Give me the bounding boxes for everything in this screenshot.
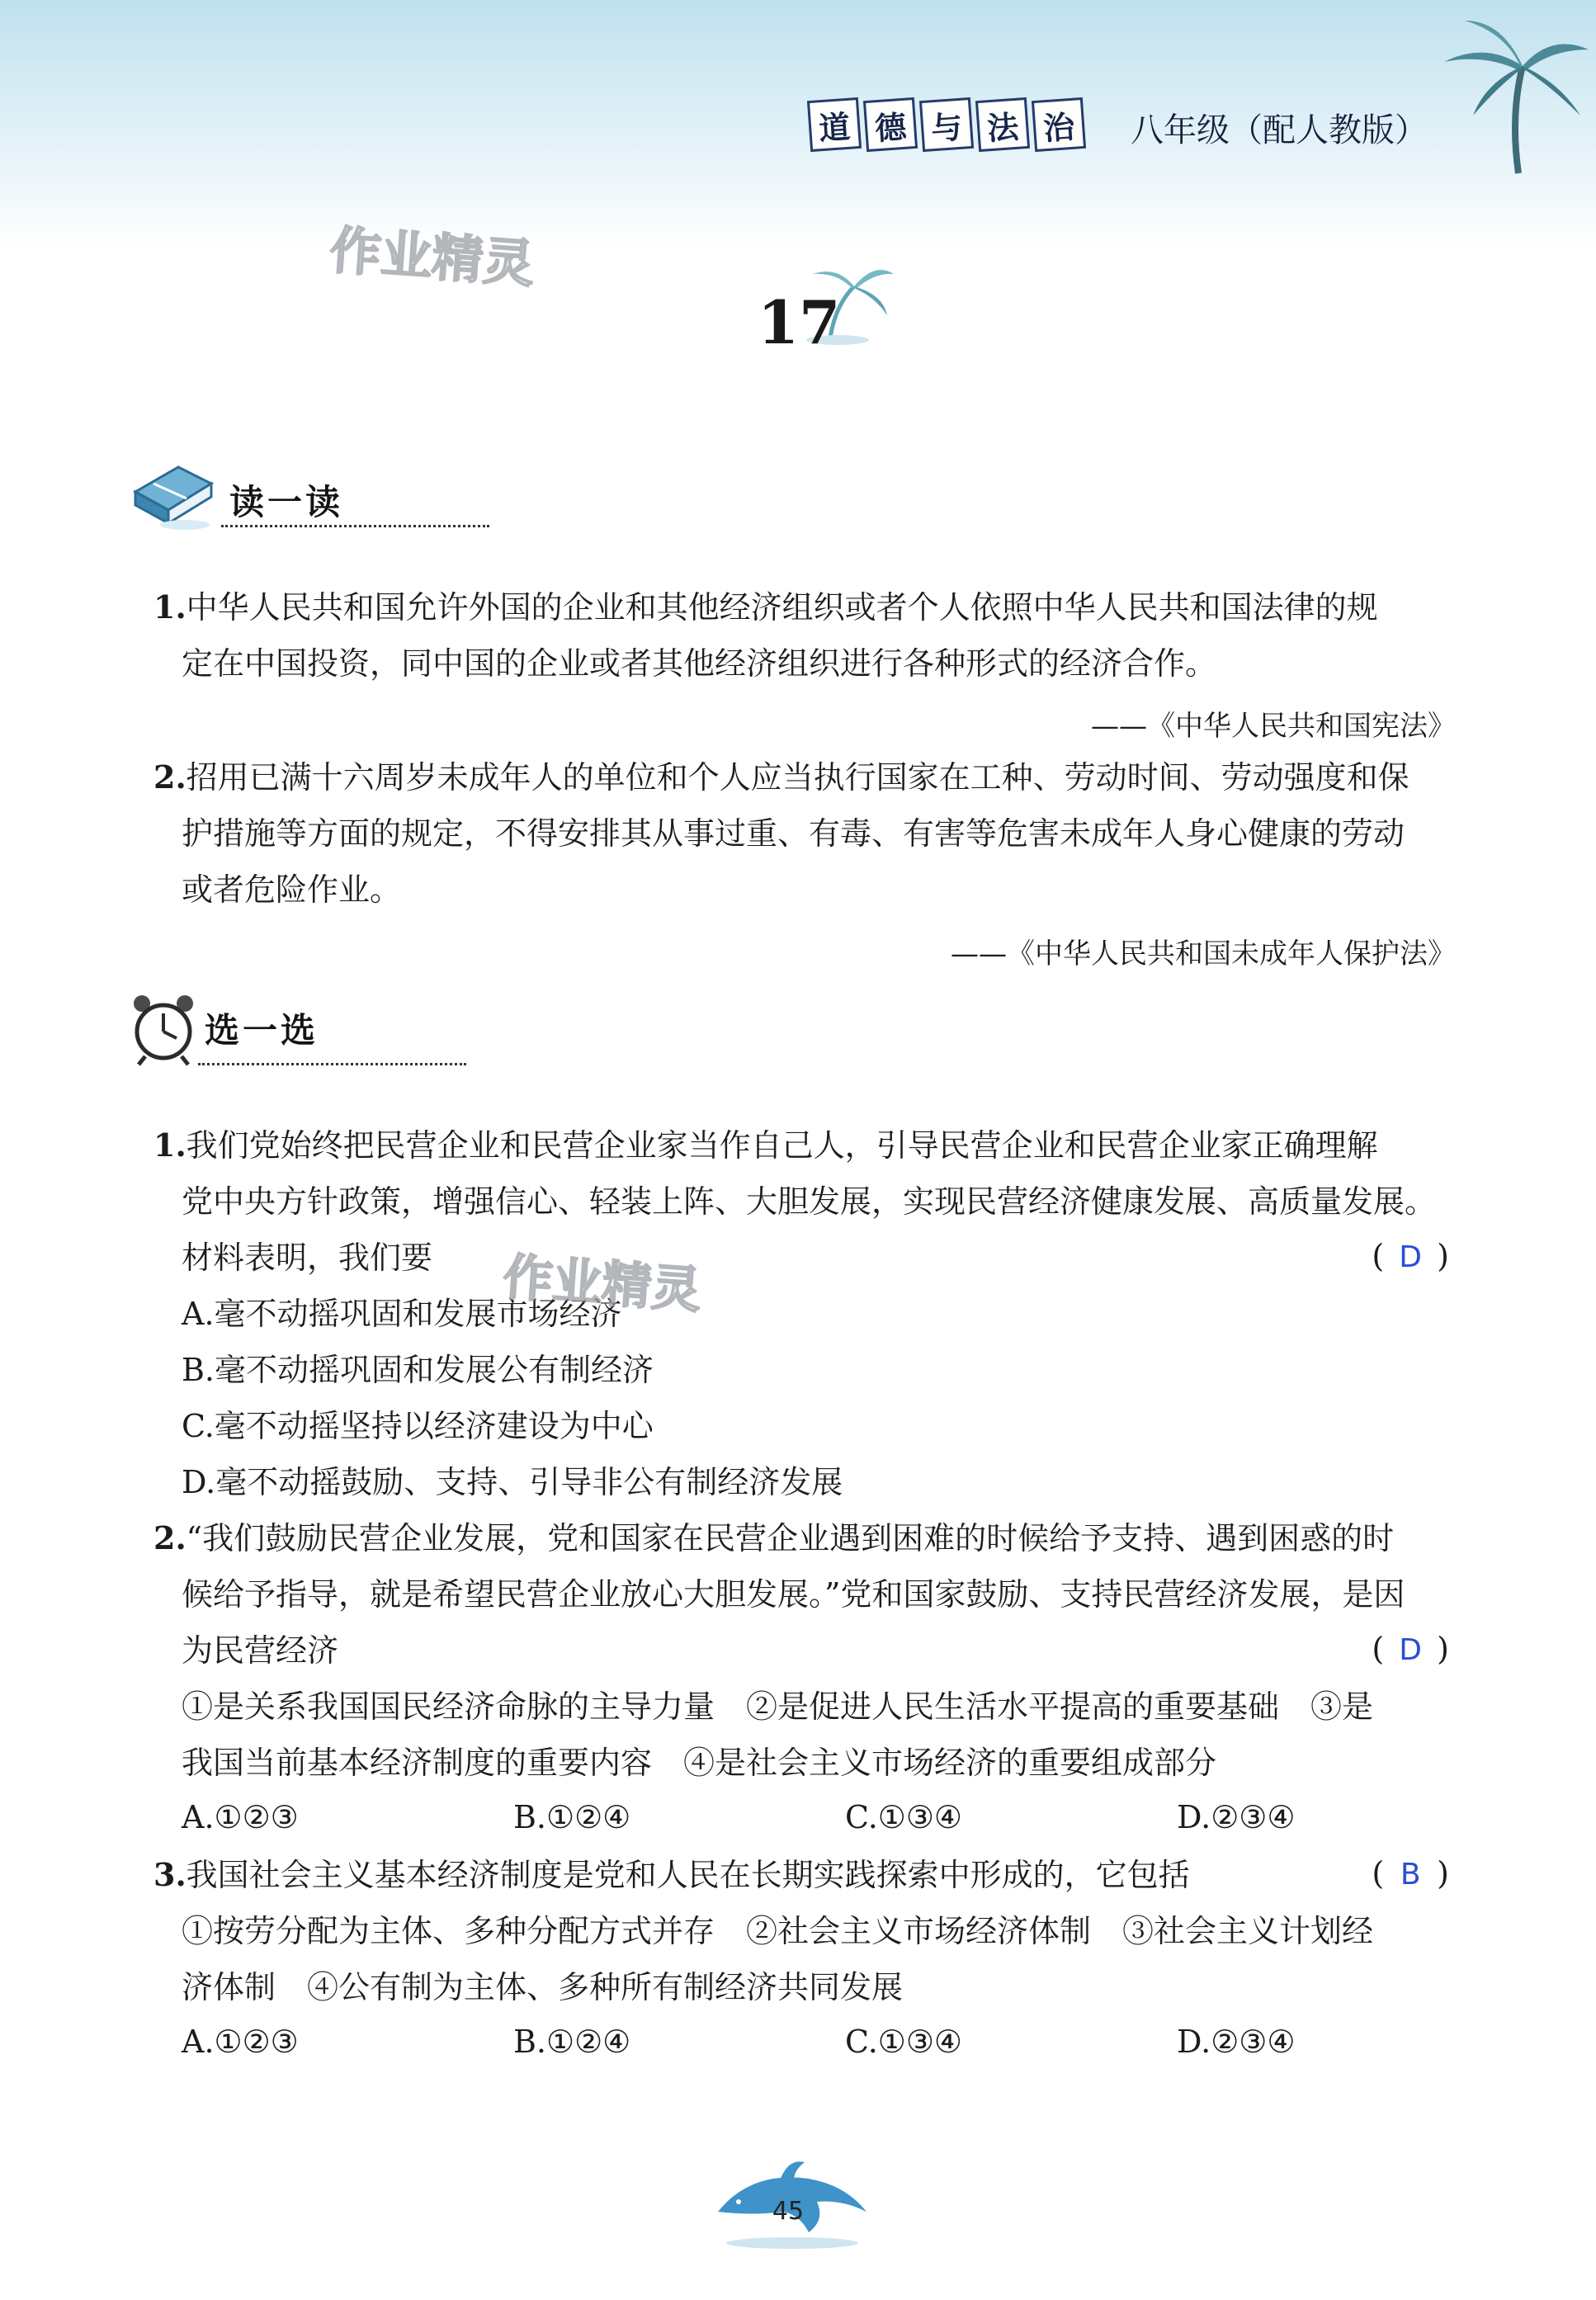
subject-title — [809, 99, 1084, 150]
subject-char: 道 — [807, 97, 862, 152]
item-text: 招用已满十六周岁未成年人的单位和个人应当执行国家在工种、劳动时间、劳动强度和保 — [186, 759, 1409, 796]
answer-letter: B — [1400, 1858, 1421, 1891]
section-underline — [198, 1063, 466, 1065]
grade-label: 八年级（配人教版） — [1131, 111, 1428, 149]
option-line: C.毫不动摇坚持以经济建设为中心 — [182, 1408, 654, 1444]
question-text: 我国社会主义基本经济制度是党和人民在长期实践探索中形成的，它包括 — [186, 1857, 1190, 1893]
question-line — [153, 1518, 1394, 1558]
option-c: C.①③④ — [845, 1799, 962, 1835]
option-a: A.①②③ — [182, 1799, 299, 1835]
question-line: 为民营经济 — [182, 1632, 339, 1669]
question-text: 我们党始终把民营企业和民营企业家当作自己人，引导民营企业和民营企业家正确理解 — [186, 1127, 1378, 1164]
source-citation: ——《中华人民共和国未成年人保护法》 — [951, 937, 1456, 971]
option-a: A.①②③ — [182, 2024, 299, 2060]
answer-letter: D — [1399, 1240, 1423, 1274]
option-b: B.①②④ — [513, 2024, 631, 2060]
statement-line: 济体制 ④公有制为主体、多种所有制经济共同发展 — [182, 1969, 904, 2005]
notebook-icon — [129, 459, 220, 533]
answer-slot: ( B ) — [1372, 1855, 1449, 1891]
read-item-line — [153, 758, 1409, 797]
option-line: A.毫不动摇巩固和发展市场经济 — [182, 1296, 622, 1332]
answer-letter: D — [1399, 1633, 1423, 1667]
watermark: 作业精灵 — [328, 220, 536, 295]
question-line: 材料表明，我们要 — [182, 1240, 433, 1276]
alarm-clock-icon — [130, 992, 196, 1066]
statement-line: ①按劳分配为主体、多种分配方式并存 ②社会主义市场经济体制 ③社会主义计划经 — [182, 1913, 1374, 1949]
page-number: 45 — [772, 2197, 805, 2226]
option-line: D.毫不动摇鼓励、支持、引导非公有制经济发展 — [182, 1464, 843, 1500]
subject-char: 法 — [975, 97, 1030, 152]
watermark: 作业精灵 — [501, 1248, 703, 1320]
source-citation: ——《中华人民共和国宪法》 — [1091, 710, 1456, 743]
answer-slot: ( D ) — [1372, 1238, 1449, 1274]
item-number: 2. — [153, 758, 187, 796]
question-number: 3. — [153, 1856, 187, 1893]
option-d: D.②③④ — [1177, 1799, 1296, 1835]
read-item-line — [153, 588, 1378, 627]
question-number: 1. — [153, 1126, 187, 1164]
read-item-line: 护措施等方面的规定，不得安排其从事过重、有毒、有害等危害未成年人身心健康的劳动 — [182, 815, 1405, 852]
lesson-number: 17 — [758, 287, 841, 357]
choose-section-title: 选一选 — [205, 1010, 319, 1051]
option-line: B.毫不动摇巩固和发展公有制经济 — [182, 1352, 654, 1388]
choose-section-header — [130, 992, 319, 1066]
question-number: 2. — [153, 1519, 187, 1556]
read-item-line: 或者危险作业。 — [182, 871, 402, 908]
palm-tree-icon — [1428, 17, 1593, 182]
subject-char: 德 — [863, 97, 918, 152]
question-line — [153, 1855, 1190, 1895]
item-number: 1. — [153, 588, 187, 626]
section-underline — [221, 525, 489, 527]
question-line: 党中央方针政策，增强信心、轻装上阵、大胆发展，实现民营经济健康发展、高质量发展。 — [182, 1183, 1437, 1220]
option-d: D.②③④ — [1177, 2024, 1296, 2060]
answer-slot: ( D ) — [1372, 1631, 1449, 1667]
item-text: 中华人民共和国允许外国的企业和其他经济组织或者个人依照中华人民共和国法律的规 — [186, 589, 1378, 626]
question-line — [153, 1126, 1378, 1165]
statement-line: 我国当前基本经济制度的重要内容 ④是社会主义市场经济的重要组成部分 — [182, 1745, 1217, 1781]
question-text: “我们鼓励民营企业发展，党和国家在民营企业遇到困难的时候给予支持、遇到困惑的时 — [186, 1520, 1395, 1556]
subject-char: 治 — [1032, 97, 1086, 152]
question-line: 候给予指导，就是希望民营企业放心大胆发展。”党和国家鼓励、支持民营经济发展，是因 — [182, 1576, 1405, 1613]
page-header — [0, 0, 1596, 248]
read-section-header — [129, 459, 343, 533]
read-section-title: 读一读 — [229, 482, 344, 522]
statement-line: ①是关系我国国民经济命脉的主导力量 ②是促进人民生活水平提高的重要基础 ③是 — [182, 1688, 1374, 1725]
subject-char: 与 — [919, 97, 974, 152]
read-item-line: 定在中国投资，同中国的企业或者其他经济组织进行各种形式的经济合作。 — [182, 645, 1217, 682]
option-c: C.①③④ — [845, 2024, 962, 2060]
option-b: B.①②④ — [513, 1799, 631, 1835]
